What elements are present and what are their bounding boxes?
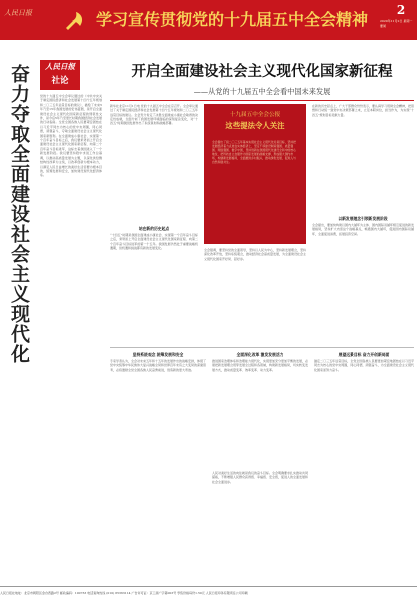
article-subhead: 站在新的历史起点	[138, 226, 170, 231]
article-paragraph: 全会强调，要坚持党的全面领导，坚持以人民为中心，坚持新发展理念，坚持深化改革开放，坚持系统观念，推动经济社会高质量发展，为全面建设社会主义现代化国家开好局、起好步。	[204, 248, 306, 261]
article-subtitle: ——从党的十九届五中全会看中国未来发展	[193, 87, 331, 96]
article-title: 开启全面建设社会主义现代化国家新征程	[131, 64, 393, 80]
article-paragraph: 全会提出，要加快构建以国内大循环为主体、国内国际双循环相互促进的新发展格局，坚持扩大内需这个战略基点，畅通国内大循环，促进国内国际双循环，全面促进消费，拓展投资空间。	[312, 223, 414, 236]
promo-kicker: 十九届五中全会公报	[229, 112, 281, 118]
title-divider	[110, 100, 414, 101]
promo-heading: 这些提法令人关注	[225, 121, 285, 130]
article-subhead: 坚持系统观念 统筹发展和安全	[132, 352, 184, 357]
article-paragraph: 专家学者认为，全会对未来五年和十五年的发展作出的战略安排，体现了党中央统筹中华民族伟大复兴战略全局和世界百年未有之大变局的深邃思考，必将激励全党全国各族人民奋勇前进，创造新的更大奇迹。	[110, 359, 206, 372]
article-subhead: 展望远景目标 奋力开创新局面	[338, 352, 390, 357]
commentary-body: 党的十九届五中全会审议通过的《中共中央关于制定国民经济和社会发展第十四个五年规划和二〇三五年远景目标的建议》，描绘了未来5年乃至15年我国发展的宏伟蓝图，是开启全面建设社会主义现代化国家新征程的纲领性文件，是今后5年乃至更长时期我国经济社会发展的行动指南。全党全国各族人民要紧密团结在以习近平同志为核心的党中央周围，同心同德，顽强奋斗，夺取全面建设社会主义现代化国家新胜利。在全面建成小康社会、实现第一个百年奋斗目标之后，我们要乘势而上开启全面建设社会主义现代化国家新征程、向第二个百年奋斗目标进军，这标志着我国进入了一个新发展阶段。我们要坚持稳中求进工作总基调，以推动高质量发展为主题，以深化供给侧结构性改革为主线，以改革创新为根本动力，以满足人民日益增长的美好生活需要为根本目的，统筹发展和安全，加快建设现代化经济体系。	[40, 94, 102, 178]
page-banner-title: 学习宣传贯彻党的十九届五中全会精神	[96, 10, 369, 29]
article-paragraph: 在新的历史起点上，广大干部群众纷纷表示，要认真学习贯彻全会精神，把思想和行动统一到党中央决策部署上来，立足本职岗位，担当作为，为实现“十四五”规划目标贡献力量。	[312, 104, 414, 117]
article-paragraph: 新华社北京11月1日电 党的十九届五中全会在京召开。全会审议通过了关于制定国民经济和社会发展第十四个五年规划和二〇三五年远景目标的建议。全会充分肯定了决胜全面建成小康社会取得的决定性成就，全面分析了我国发展环境面临的深刻复杂变化，对“十四五”时期我国发展作出了系统谋划和战略部署。	[110, 104, 198, 126]
article-paragraph: “十四五”时期是我国全面建成小康社会、实现第一个百年奋斗目标之后，乘势而上开启全面建设社会主义现代化国家新征程、向第二个百年奋斗目标进军的第一个五年。我国发展仍然处于重要战略机遇期，但机遇和挑战都有新的发展变化。	[110, 233, 198, 250]
article-subhead: 全面深化改革 激发发展活力	[236, 352, 284, 357]
commentary-brand: 人民日报	[45, 62, 75, 71]
article-paragraph: 推进国家治理体系和治理能力现代化，实现更加充分更加平衡的发展，必须把新发展理念贯穿发展全过程和各领域，构建新发展格局，切实转变发展方式，推动质量变革、效率变革、动力变革。	[212, 359, 308, 372]
article-paragraph: 锚定二〇三五年远景目标，全党全国各族人民要更加紧密地团结在以习近平同志为核心的党中央周围，同心同德，顽强奋斗，为全面建设社会主义现代化国家而努力奋斗。	[314, 359, 414, 372]
section-divider	[110, 347, 414, 348]
page-number: 2	[396, 3, 406, 17]
newspaper-logo: 人民日报	[4, 9, 32, 17]
commentary-label: 社论	[51, 76, 69, 86]
party-emblem-icon	[62, 8, 86, 32]
article-subhead: 以新发展理念引领新发展阶段	[338, 216, 388, 221]
masthead	[0, 0, 417, 40]
promo-body: 全会提出了到二〇三五年基本实现社会主义现代化远景目标，坚持把发展经济着力点放在实体经济上，坚定不移建设制造强国、质量强国、网络强国、数字中国，坚持创新在我国现代化建设全局中的核心地位，把科技自立自强作为国家发展的战略支撑，形成强大国内市场，构建新发展格局，全面推进乡村振兴，推动绿色发展，促进人与自然和谐共生。	[212, 140, 296, 164]
commentary-headline: 奋力夺取全面建设社会主义现代化	[8, 64, 30, 364]
promo-box	[204, 104, 306, 244]
article-paragraph: 人民对美好生活的向往就是我们的奋斗目标。全会明确要求扎实推动共同富裕，不断增强人民群众获得感、幸福感、安全感，促进人的全面发展和社会全面进步。	[212, 471, 308, 484]
page-date: 2020年11月2日 星期一 要闻	[380, 19, 413, 28]
page-footer: 人民日报社地址：北京市朝阳区金台西路2号 邮政编码：100733 电话查询热线 (010) 65363114 广告许可证：京工商广字第003号 零售价格每份1.50元 人民日报印务有限责任公司印刷	[0, 586, 417, 601]
commentary-column-badge	[40, 60, 80, 90]
